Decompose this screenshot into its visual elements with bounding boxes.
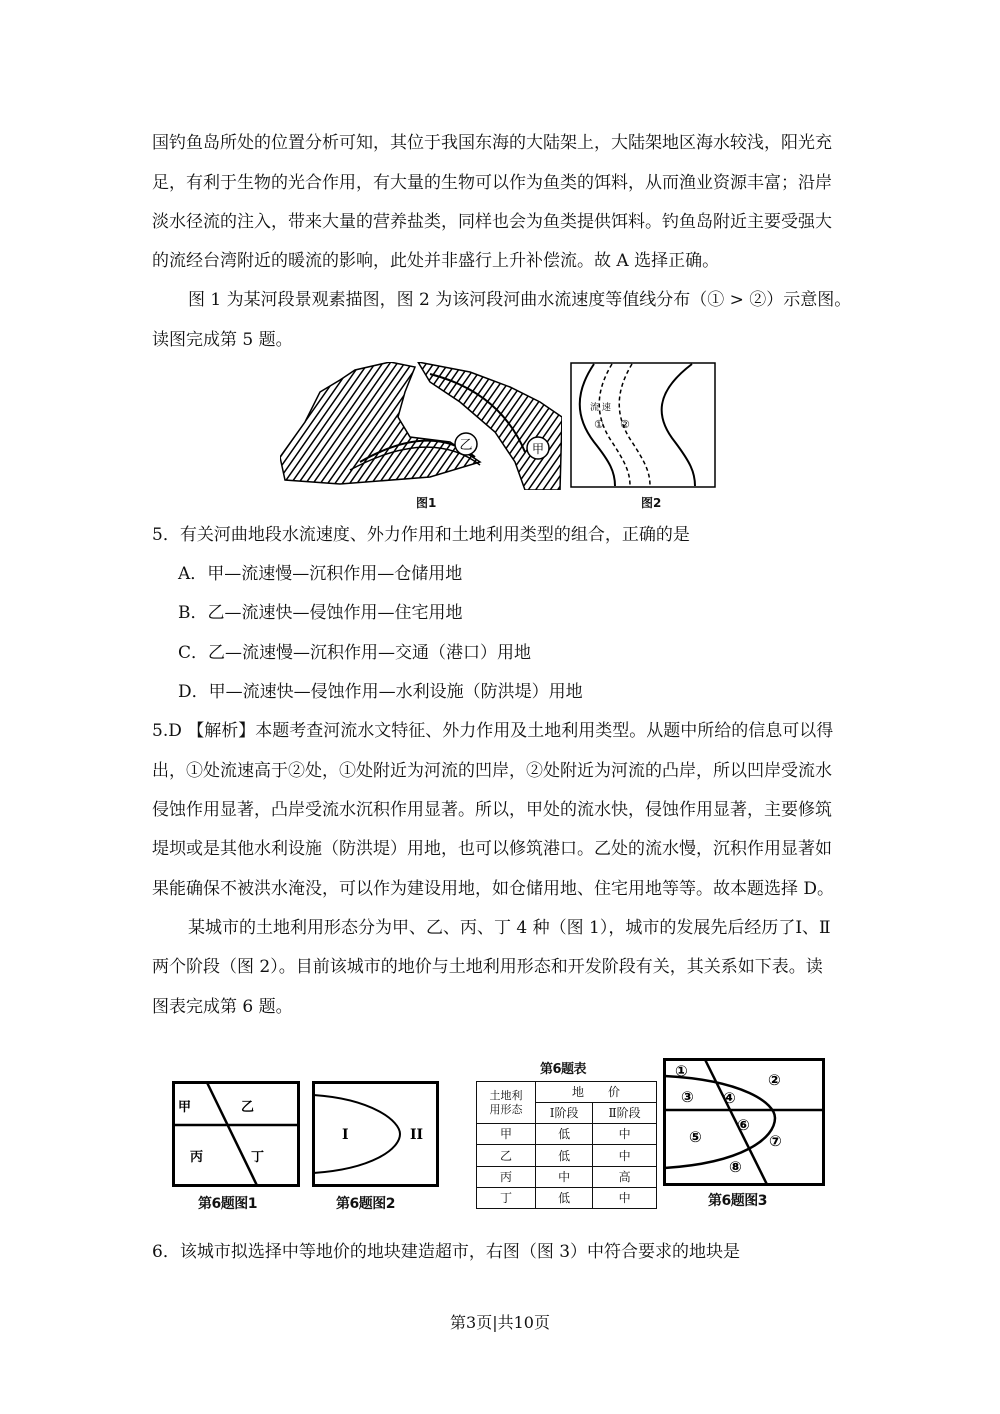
plot-7: ⑦ <box>769 1132 782 1150</box>
river-sketch-figure <box>280 362 562 490</box>
table-row <box>477 1166 657 1187</box>
option-c: C．乙—流速慢—沉积作用—交通（港口）用地 <box>178 643 532 663</box>
stage-2-label: II <box>410 1127 424 1143</box>
land-ding: 丁 <box>251 1150 265 1165</box>
table-cell: 中 <box>536 1166 593 1187</box>
analysis-line: 果能确保不被洪水淹没，可以作为建设用地，如仓储用地、住宅用地等等。故本题选择 D。 <box>152 879 835 899</box>
fig6-table-title: 第6题表 <box>540 1062 587 1077</box>
plot-4: ④ <box>723 1089 736 1107</box>
text-line: 国钓鱼岛所处的位置分析可知，其位于我国东海的大陆架上，大陆架地区海水较浅，阳光充 <box>152 133 832 153</box>
table-head-stage2: Ⅱ阶段 <box>593 1103 657 1124</box>
table-head-type: 土地利 用形态 <box>477 1082 536 1124</box>
land-jia: 甲 <box>178 1100 192 1115</box>
isoline-2-label: ② <box>620 418 630 431</box>
table-cell: 低 <box>536 1124 593 1145</box>
fig6-1-caption: 第6题图1 <box>198 1196 257 1212</box>
text-line: 足，有利于生物的光合作用，有大量的生物可以作为鱼类的饵料，从而渔业资源丰富；沿岸 <box>152 173 832 193</box>
question-6-stem: 6．该城市拟选择中等地价的地块建造超市，右图（图 3）中符合要求的地块是 <box>152 1242 741 1262</box>
isoline-1-label: ① <box>594 418 604 431</box>
table-row <box>477 1187 657 1208</box>
table-cell: 乙 <box>477 1145 536 1166</box>
table-cell: 中 <box>593 1187 657 1208</box>
label-yi: 乙 <box>459 438 473 453</box>
analysis-line: 侵蚀作用显著，凸岸受流水沉积作用显著。所以，甲处的流水快，侵蚀作用显著，主要修筑 <box>152 800 832 820</box>
fig2-caption: 图2 <box>641 496 662 510</box>
plot-6: ⑥ <box>737 1116 750 1134</box>
plot-8: ⑧ <box>729 1158 742 1176</box>
fig1-caption: 图1 <box>416 496 437 510</box>
fig6-2-caption: 第6题图2 <box>336 1196 395 1212</box>
text-line: 读图完成第 5 题。 <box>152 330 293 350</box>
table-cell: 丁 <box>477 1187 536 1208</box>
text-line: 两个阶段（图 2）。目前该城市的地价与土地利用形态和开发阶段有关，其关系如下表。读 <box>152 957 823 977</box>
table-head-price: 地 价 <box>536 1082 657 1103</box>
table-head-stage1: Ⅰ阶段 <box>536 1103 593 1124</box>
table-cell: 丙 <box>477 1166 536 1187</box>
table-row <box>477 1124 657 1145</box>
flow-isoline-figure <box>570 362 716 488</box>
table-cell: 低 <box>536 1145 593 1166</box>
option-a: A．甲—流速慢—沉积作用—仓储用地 <box>178 564 463 584</box>
table-cell: 中 <box>593 1145 657 1166</box>
text-line: 图 1 为某河段景观素描图，图 2 为该河段河曲水流速度等值线分布（① > ②）示意图。 <box>188 290 852 310</box>
stage-1-label: I <box>342 1127 349 1143</box>
analysis-line: 出，①处流速高于②处，①处附近为河流的凹岸，②处附近为河流的凸岸，所以凹岸受流水 <box>152 761 832 781</box>
text-line: 淡水径流的注入，带来大量的营养盐类，同样也会为鱼类提供饵料。钓鱼岛附近主要受强大 <box>152 212 832 232</box>
option-d: D．甲—流速快—侵蚀作用—水利设施（防洪堤）用地 <box>178 682 583 702</box>
flow-speed-label: 流 速 <box>590 403 611 413</box>
plot-5: ⑤ <box>689 1128 702 1146</box>
fig6-land-use-map <box>172 1081 300 1187</box>
text-line: 某城市的土地利用形态分为甲、乙、丙、丁 4 种（图 1），城市的发展先后经历了Ⅰ、Ⅱ <box>188 918 831 938</box>
analysis-line: 5.D 【解析】本题考查河流水文特征、外力作用及土地利用类型。从题中所给的信息可以得 <box>152 721 834 741</box>
table-cell: 中 <box>593 1124 657 1145</box>
fig6-3-caption: 第6题图3 <box>708 1193 767 1209</box>
land-bing: 丙 <box>190 1150 204 1165</box>
text-line: 的流经台湾附近的暖流的影响，此处并非盛行上升补偿流。故 A 选择正确。 <box>152 251 720 271</box>
fig6-plot-map <box>663 1058 825 1186</box>
fig6-stage-map <box>312 1081 439 1187</box>
plot-3: ③ <box>681 1088 694 1106</box>
land-price-table <box>476 1081 657 1209</box>
analysis-line: 堤坝或是其他水利设施（防洪堤）用地，也可以修筑港口。乙处的流水慢，沉积作用显著如 <box>152 839 832 859</box>
plot-1: ① <box>675 1062 688 1080</box>
table-cell: 低 <box>536 1187 593 1208</box>
label-jia: 甲 <box>531 442 545 456</box>
table-cell: 甲 <box>477 1124 536 1145</box>
table-row <box>477 1145 657 1166</box>
plot-2: ② <box>768 1071 781 1089</box>
text-line: 图表完成第 6 题。 <box>152 997 293 1017</box>
page-footer: 第3页|共10页 <box>450 1313 550 1332</box>
land-yi: 乙 <box>241 1100 255 1115</box>
question-5-stem: 5．有关河曲地段水流速度、外力作用和土地利用类型的组合，正确的是 <box>152 525 690 545</box>
option-b: B．乙—流速快—侵蚀作用—住宅用地 <box>178 603 463 623</box>
table-cell: 高 <box>593 1166 657 1187</box>
